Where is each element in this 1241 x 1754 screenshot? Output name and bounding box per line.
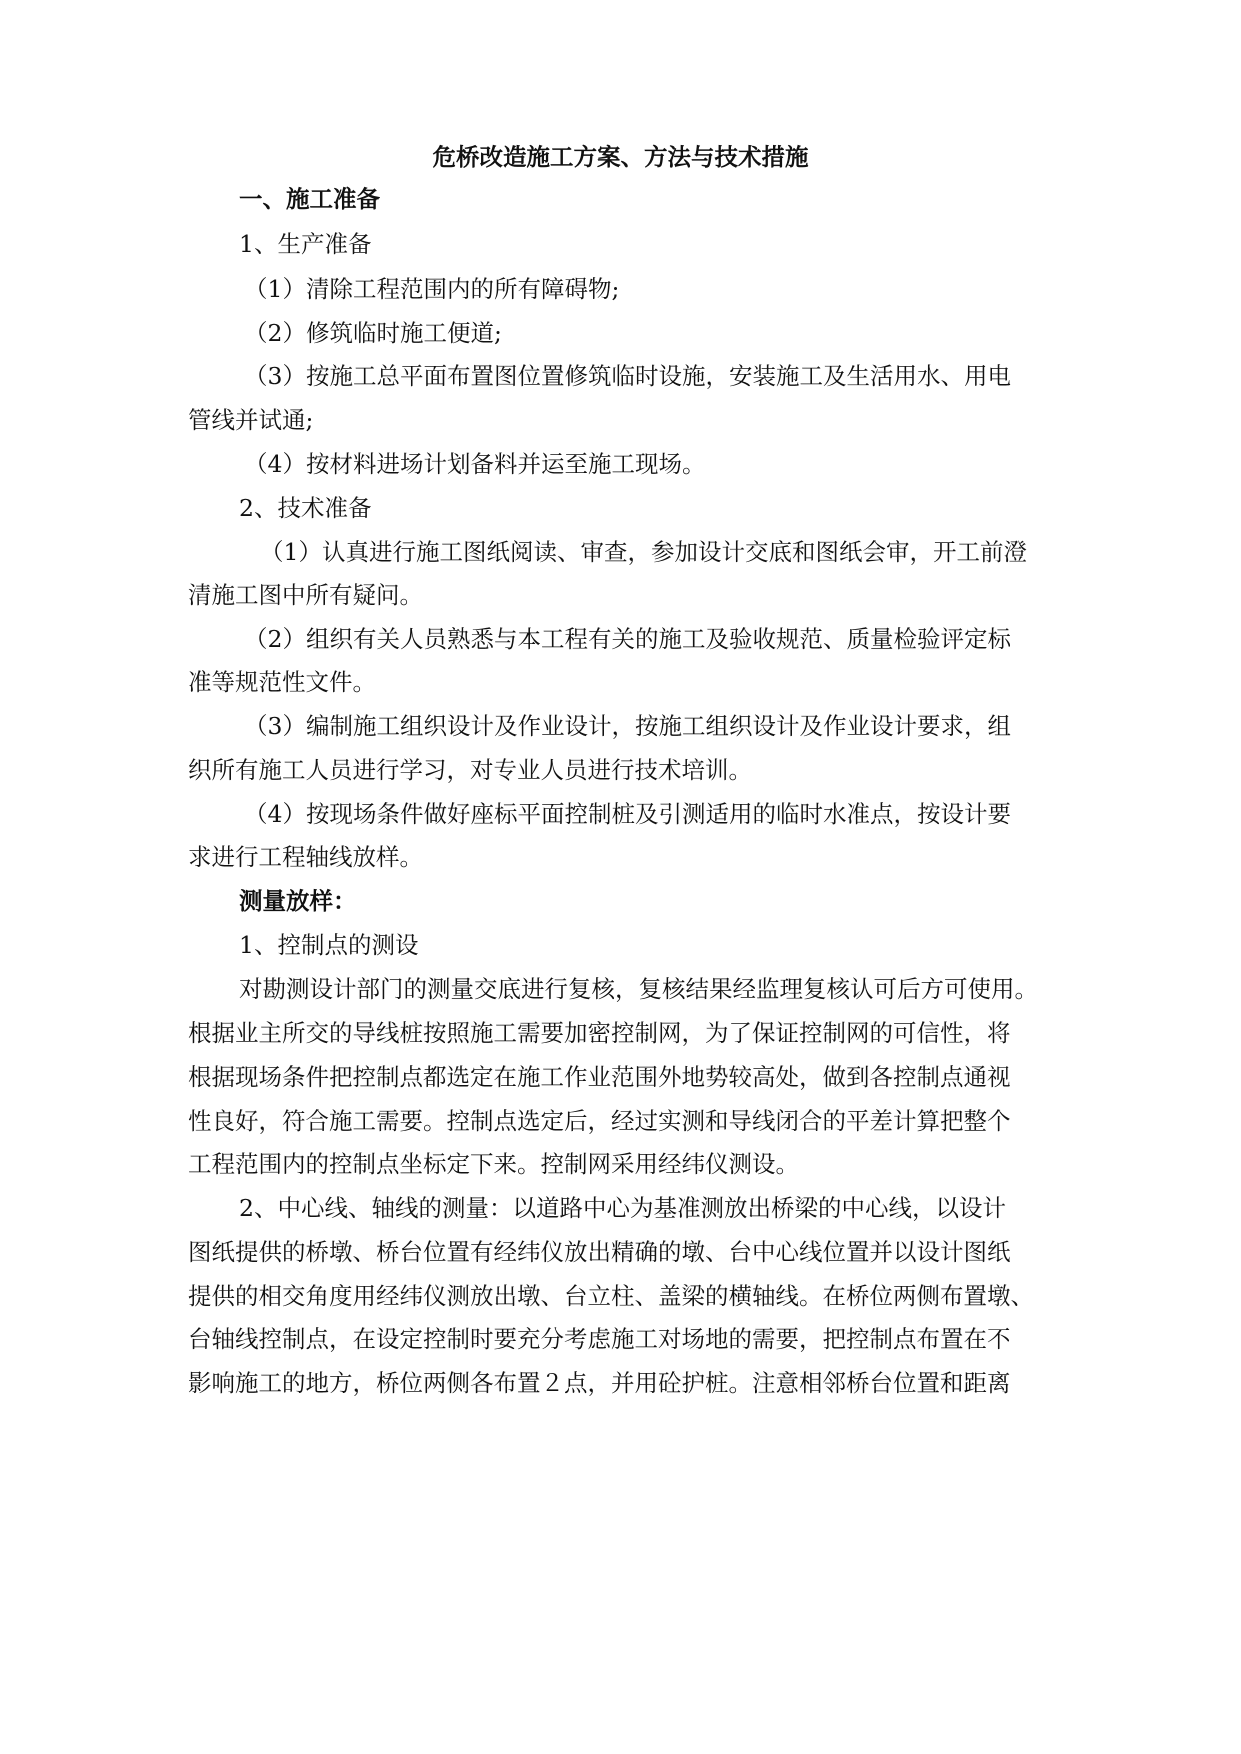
document-title: 危桥改造施工方案、方法与技术措施 bbox=[432, 143, 809, 171]
paragraph-axis-line-3: 提供的相交角度用经纬仪测放出墩、台立柱、盖梁的横轴线。在桥位两侧布置墩、 bbox=[188, 1282, 1034, 1310]
paragraph-technical-item-3-line-1: （3）编制施工组织设计及作业设计，按施工组织设计及作业设计要求，组 bbox=[244, 712, 1011, 740]
paragraph-production-item-2: （2）修筑临时施工便道; bbox=[244, 319, 502, 347]
paragraph-axis-line-4: 台轴线控制点，在设定控制时要充分考虑施工对场地的需要，把控制点布置在不 bbox=[188, 1325, 1011, 1353]
paragraph-axis-line-2: 图纸提供的桥墩、桥台位置有经纬仪放出精确的墩、台中心线位置并以设计图纸 bbox=[188, 1238, 1011, 1266]
paragraph-production-item-1: （1）清除工程范围内的所有障碍物; bbox=[244, 275, 620, 303]
section-heading-construction-prep: 一、施工准备 bbox=[239, 185, 380, 213]
paragraph-axis-line-5: 影响施工的地方，桥位两侧各布置２点，并用砼护桩。注意相邻桥台位置和距离 bbox=[188, 1369, 1011, 1397]
paragraph-control-line-3: 根据现场条件把控制点都选定在施工作业范围外地势较高处，做到各控制点通视 bbox=[188, 1063, 1011, 1091]
subheading-production-prep: 1、生产准备 bbox=[239, 230, 372, 258]
paragraph-technical-item-1-line-1: （1）认真进行施工图纸阅读、审查，参加设计交底和图纸会审，开工前澄 bbox=[260, 538, 1027, 566]
subheading-technical-prep: 2、技术准备 bbox=[239, 494, 372, 522]
paragraph-control-line-4: 性良好，符合施工需要。控制点选定后，经过实测和导线闭合的平差计算把整个 bbox=[188, 1107, 1011, 1135]
paragraph-control-line-5: 工程范围内的控制点坐标定下来。控制网采用经纬仪测设。 bbox=[188, 1150, 799, 1178]
subheading-control-points: 1、控制点的测设 bbox=[239, 931, 419, 959]
paragraph-axis-line-1: 2、中心线、轴线的测量：以道路中心为基准测放出桥梁的中心线，以设计 bbox=[239, 1194, 1006, 1222]
paragraph-technical-item-3-line-2: 织所有施工人员进行学习，对专业人员进行技术培训。 bbox=[188, 756, 752, 784]
paragraph-production-item-3-line-2: 管线并试通; bbox=[188, 406, 314, 434]
paragraph-technical-item-2-line-1: （2）组织有关人员熟悉与本工程有关的施工及验收规范、质量检验评定标 bbox=[244, 625, 1011, 653]
paragraph-technical-item-1-line-2: 清施工图中所有疑问。 bbox=[188, 581, 423, 609]
paragraph-production-item-3-line-1: （3）按施工总平面布置图位置修筑临时设施，安装施工及生活用水、用电 bbox=[244, 362, 1011, 390]
section-heading-survey: 测量放样： bbox=[239, 887, 357, 915]
paragraph-control-line-2: 根据业主所交的导线桩按照施工需要加密控制网，为了保证控制网的可信性，将 bbox=[188, 1019, 1011, 1047]
paragraph-control-line-1: 对勘测设计部门的测量交底进行复核，复核结果经监理复核认可后方可使用。 bbox=[239, 975, 1038, 1003]
paragraph-technical-item-4-line-1: （4）按现场条件做好座标平面控制桩及引测适用的临时水准点，按设计要 bbox=[244, 800, 1011, 828]
paragraph-technical-item-2-line-2: 准等规范性文件。 bbox=[188, 668, 376, 696]
paragraph-production-item-4: （4）按材料进场计划备料并运至施工现场。 bbox=[244, 450, 706, 478]
paragraph-technical-item-4-line-2: 求进行工程轴线放样。 bbox=[188, 843, 423, 871]
